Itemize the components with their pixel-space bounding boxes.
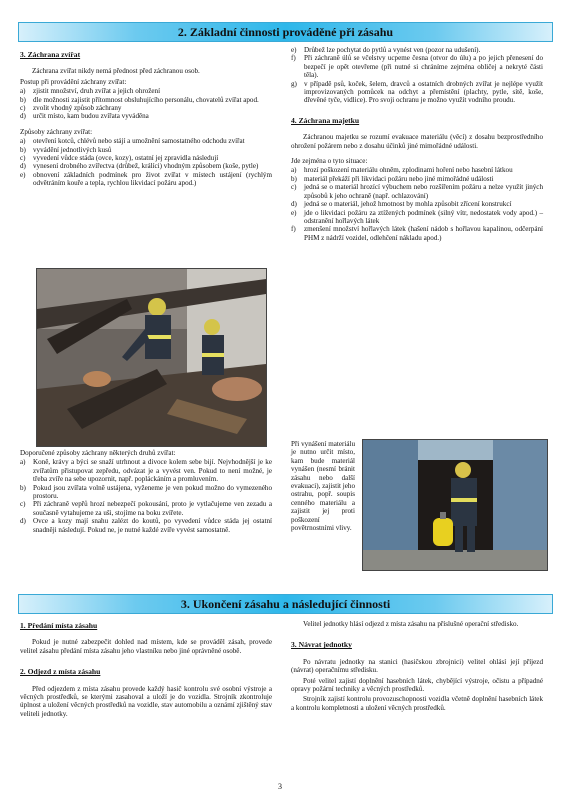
heading-navrat: 3. Návrat jednotky <box>291 640 352 650</box>
odjezd-text: Před odjezdem z místa zásahu provede každý hasič kontrolu své osobní výstroje a věcných prostředků, se kterými zasahoval a uloží je do vozidla. Strojník zkontroluje úplnost a uložení věcných prostředků na vozidle, stav automobilu a oznámí zjištěný stav veliteli jednotky. <box>20 684 272 718</box>
zpusoby-list <box>20 137 272 187</box>
situace-list <box>291 166 543 242</box>
list-item: d) jedná se o materiál, jehož hmotnost by mohla způsobit zřícení konstrukcí <box>291 200 512 209</box>
list-item: a) zjistit množství, druh zvířat a jejich ohrožení <box>20 87 161 96</box>
list-item: e) obnovení základních podmínek pro život zvířat v místech ustájení (rychlým odvětráním kouře a tepla, rychlou likvidací požáru apod.) <box>20 170 272 188</box>
list-item: f) Při záchraně úlů se včelstvy ucpeme česna (otvor do úlu) a po jejich přenesení do bezpečí je opět otevřeme (při nutné si chráníme zejména obličej a nekryté části těla). <box>291 54 543 80</box>
navrat-text-3: Strojník zajistí kontrolu provozuschopnosti vozidla včetně doplnění hasebních látek a kontrolu kompletnosti a uložení věcných prostředků. <box>291 695 543 712</box>
situace-label: Jde zejména o tyto situace: <box>291 157 368 166</box>
section-2-title: 2. Základní činnosti prováděné při zásahu <box>18 22 553 42</box>
page-number: 3 <box>278 782 282 791</box>
heading-zachrana-majetku: 4. Záchrana majetku <box>291 115 360 125</box>
navrat-text-2: Poté velitel zajistí doplnění hasebních látek, chybějící výstroje, očistu a případné opravy požární techniky a věcných prostředků. <box>291 676 543 694</box>
list-item: d) vynesení drobného zvířectva (drůbež, králíci) vhodným způsobem (koše, pytle) <box>20 162 259 171</box>
list-item: f) zmenšení množství hořlavých látek (hašení nádob s hořlavou kapalinou, odčerpání PHM z nádrží vozidel, odlehčení nákladu apod.) <box>291 225 543 242</box>
section3-right-column <box>291 620 543 714</box>
heading-predani: 1. Předání místa zásahu <box>20 621 98 630</box>
list-item: c) zvolit vhodný způsob záchrany <box>20 104 122 113</box>
zachrana-zvirat-intro: Záchrana zvířat nikdy nemá přednost před záchranou osob. <box>32 67 200 76</box>
section-3-title: 3. Ukončení zásahu a následující činnosti <box>18 594 553 614</box>
doporucene-list <box>20 458 272 534</box>
vynaseni-text: Při vynášení materiálu je nutno určit místo, kam bude materiál vynášen (nesmí bránit zásahu nebo další evakuaci), zajistit jeho ostrahu, popř. soupis cenného materiálu a zajistit jej proti poškození povětrnostními vlivy. <box>291 440 356 533</box>
odjezd-text-continued: Velitel jednotky hlásí odjezd z místa zásahu na příslušné operační středisko. <box>303 620 519 628</box>
list-item: b) dle možnosti zajistit přítomnost obsluhujícího personálu, chovatelů zvířat apod. <box>20 95 259 104</box>
predani-text: Pokud je nutné zabezpečit dohled nad místem, kde se prováděl zásah, provede velitel zásahu předání místa zásahu jeho vlastníku nebo jiné oprávněné osobě. <box>20 638 272 655</box>
list-item: a) otevření kotců, chlévů nebo stájí a umožnění samostatného odchodu zvířat <box>20 137 245 146</box>
list-item: g) v případě psů, koček, šelem, dravců a ostatních drobných zvířat je nejlépe využít improvizovaných pomůcek na odchyt a přemístění (plachty, pytle, sítě, koše, dřevěné tyče, vidlice). Pro svoji ochranu je možno využít vodního proudu. <box>291 79 543 105</box>
gas-cylinder-photo <box>362 439 548 571</box>
zachrana-majetku-intro: Záchranou majetku se rozumí evakuace materiálu (věcí) z dosahu bezprostředního ohrožení požárem nebo z dosahu účinků jiné mimořádné události. <box>291 133 543 150</box>
list-item: c) vyvedení vůdce stáda (ovce, kozy), ostatní jej zpravidla následují <box>20 154 219 163</box>
barn-rescue-photo <box>36 268 267 447</box>
list-item: c) jedná se o materiál hrozící výbuchem nebo rozšířením požáru a nelze využít jiných způsobů k jeho ochraně (např. ochlazování) <box>291 183 543 200</box>
left-column-lower <box>20 449 272 534</box>
left-column <box>20 46 272 188</box>
zpusoby-label: Způsoby záchrany zvířat: <box>20 127 93 136</box>
postup-label: Postup při provádění záchrany zvířat: <box>20 77 127 86</box>
list-item: e) Drůbež lze pochytat do pytlů a vynést ven (pozor na udušení). <box>291 46 481 54</box>
navrat-text-1: Po návratu jednotky na stanici (hasičskou zbrojnici) velitel ohlásí její příjezd (návrat) operačnímu středisku. <box>291 657 543 675</box>
heading-zachrana-zvirat: 3. Záchrana zvířat <box>20 50 81 59</box>
list-item: d) Ovce a kozy mají snahu zalézt do koutů, po vyvedení vůdce stáda jej ostatní snadněji následují. Pokud ne, je nutné každé zvíře vyvést samostatně. <box>20 517 272 534</box>
doporucene-list-continued <box>291 46 543 105</box>
list-item: b) Pokud jsou zvířata volně ustájena, vyženeme je ven pokud možno do vymezeného prostoru. <box>20 483 272 501</box>
doporucene-label: Doporučené způsoby záchrany některých druhů zvířat: <box>20 449 176 457</box>
section3-left-column <box>20 617 272 720</box>
list-item: c) Při záchraně vepřů hrozí nebezpečí pokousání, proto je vytlačujeme ven zezadu a současně vytahujeme za uši, stojíme na boku zvířete. <box>20 500 272 517</box>
list-item: b) materiál překáží při likvidaci požáru nebo jiné mimořádné události <box>291 174 494 183</box>
list-item: e) jde o likvidaci požáru za ztížených podmínek (silný vítr, nedostatek vody apod.) – odstranění hořlavých látek <box>291 208 543 225</box>
right-column <box>291 46 543 242</box>
list-item: b) vyvádění jednotlivých kusů <box>20 145 112 154</box>
postup-list <box>20 87 272 121</box>
list-item: a) Koně, krávy a býci se snaží utrhnout a divoce kolem sebe bijí. Nejvhodnější je ke zvířatům přistupovat zepředu, odvázat je a vyvést ven. Pokud to není možné, je třeba zvíře na sebe upozornit, např. popláckáním a promluvením. <box>20 458 272 484</box>
list-item: a) hrozí poškození materiálu ohněm, zplodinami hoření nebo hasební látkou <box>291 166 513 175</box>
heading-odjezd: 2. Odjezd z místa zásahu <box>20 667 101 677</box>
list-item: d) určit místo, kam budou zvířata vyváděna <box>20 112 149 121</box>
